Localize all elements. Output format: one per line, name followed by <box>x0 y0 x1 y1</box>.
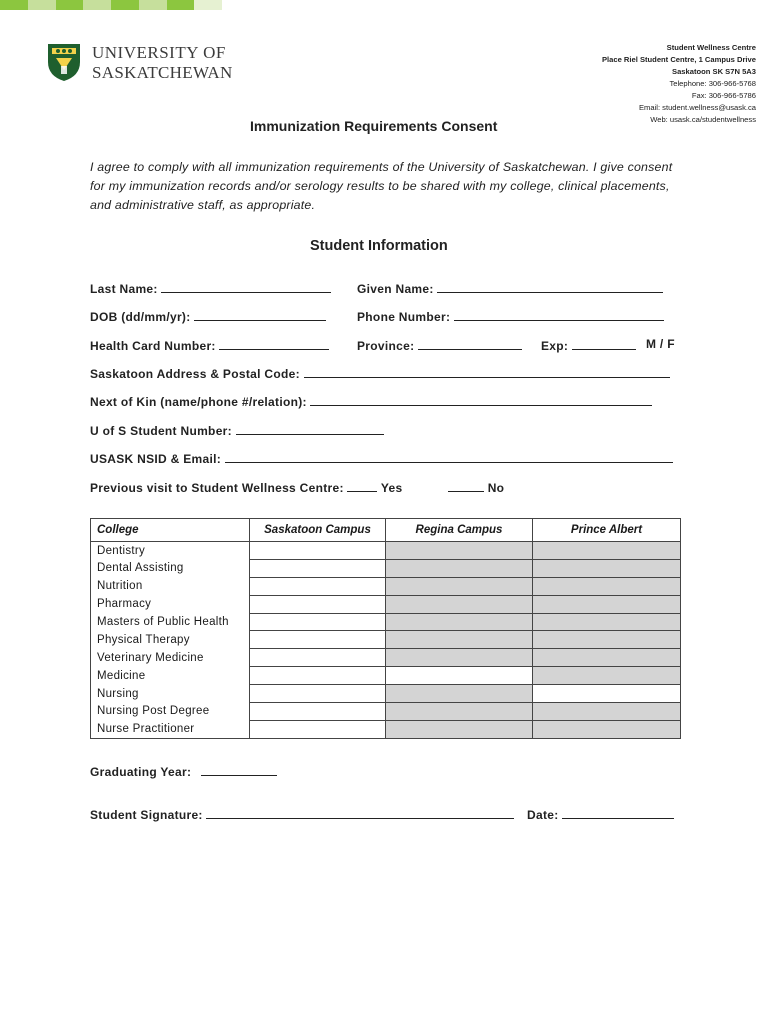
college-name: Nursing Post Degree <box>91 703 250 721</box>
given-name-line[interactable] <box>437 280 663 293</box>
regina-campus-cell <box>386 720 533 738</box>
no-option[interactable]: No <box>487 481 505 495</box>
centre-name: Student Wellness Centre <box>666 43 756 52</box>
stripe-segment <box>56 0 84 10</box>
street-address: Place Riel Student Centre, 1 Campus Drive <box>601 55 756 64</box>
table-row <box>91 667 681 685</box>
college-name: Dental Assisting <box>91 559 250 577</box>
telephone: Telephone: 306-966-5768 <box>669 79 756 88</box>
previous-visit-yes-line[interactable] <box>347 479 377 492</box>
regina-campus-cell <box>386 685 533 703</box>
stripe-segment <box>167 0 195 10</box>
graduating-year-label: Graduating Year: <box>90 765 192 779</box>
prince-albert-cell <box>533 559 681 577</box>
table-row <box>91 649 681 667</box>
table-row <box>91 542 681 560</box>
nsid-email-line[interactable] <box>225 450 673 463</box>
next-of-kin-line[interactable] <box>310 393 652 406</box>
college-name: Masters of Public Health <box>91 613 250 631</box>
table-row <box>91 577 681 595</box>
section-title: Student Information <box>310 238 448 254</box>
saskatoon-campus-cell[interactable] <box>250 595 386 613</box>
dob-line[interactable] <box>194 308 326 321</box>
address-field[interactable] <box>90 365 670 381</box>
previous-visit-label: Previous visit to Student Wellness Centre: <box>90 481 344 495</box>
regina-campus-cell <box>386 613 533 631</box>
health-card-label: Health Card Number: <box>90 339 216 353</box>
regina-campus-cell <box>386 542 533 560</box>
table-header: College <box>91 519 250 542</box>
table-row <box>91 720 681 738</box>
campus-table <box>90 518 681 739</box>
phone-label: Phone Number: <box>357 310 451 324</box>
sex-field[interactable]: M / F <box>646 337 675 351</box>
contact-address-block <box>602 42 756 126</box>
student-number-line[interactable] <box>236 422 384 435</box>
dob-label: DOB (dd/mm/yr): <box>90 310 191 324</box>
consent-paragraph: I agree to comply with all immunization requirements of the University of Saskatchewan. I give consent for my immunization records and/or serology results to be shared with my college, clinical placements, and administrative staff, as appropriate. <box>90 160 673 212</box>
prince-albert-cell <box>533 577 681 595</box>
nsid-email-field[interactable] <box>90 450 673 466</box>
prince-albert-cell <box>533 703 681 721</box>
website: Web: usask.ca/studentwellness <box>650 115 756 124</box>
logo-line-2: SASKATCHEWAN <box>92 62 233 82</box>
next-of-kin-label: Next of Kin (name/phone #/relation): <box>90 395 307 409</box>
stripe-segment <box>83 0 111 10</box>
prince-albert-cell <box>533 649 681 667</box>
student-signature-field[interactable] <box>90 806 514 822</box>
regina-campus-cell[interactable] <box>386 667 533 685</box>
saskatoon-campus-cell[interactable] <box>250 703 386 721</box>
given-name-field[interactable] <box>357 280 663 296</box>
saskatoon-campus-cell[interactable] <box>250 720 386 738</box>
fax: Fax: 306-966-5786 <box>691 91 756 100</box>
stripe-segment <box>28 0 56 10</box>
student-signature-label: Student Signature: <box>90 808 203 822</box>
date-field[interactable] <box>527 806 674 822</box>
student-number-label: U of S Student Number: <box>90 424 232 438</box>
previous-visit-no-line[interactable] <box>448 479 484 492</box>
graduating-year-line[interactable] <box>201 763 277 776</box>
date-line[interactable] <box>562 806 674 819</box>
previous-visit-field <box>90 479 504 495</box>
saskatoon-campus-cell[interactable] <box>250 542 386 560</box>
last-name-label: Last Name: <box>90 282 158 296</box>
exp-field[interactable] <box>541 337 636 353</box>
address-label: Saskatoon Address & Postal Code: <box>90 367 300 381</box>
phone-line[interactable] <box>454 308 664 321</box>
table-header: Prince Albert <box>533 519 681 542</box>
regina-campus-cell <box>386 649 533 667</box>
next-of-kin-field[interactable] <box>90 393 652 409</box>
date-label: Date: <box>527 808 559 822</box>
dob-field[interactable] <box>90 308 326 324</box>
table-row <box>91 613 681 631</box>
address-line[interactable] <box>304 365 670 378</box>
regina-campus-cell <box>386 559 533 577</box>
college-name: Nurse Practitioner <box>91 720 250 738</box>
stripe-segment <box>111 0 139 10</box>
table-row <box>91 685 681 703</box>
saskatoon-campus-cell[interactable] <box>250 559 386 577</box>
regina-campus-cell <box>386 631 533 649</box>
saskatoon-campus-cell[interactable] <box>250 667 386 685</box>
prince-albert-cell <box>533 542 681 560</box>
form-title: Immunization Requirements Consent <box>250 118 498 134</box>
nsid-email-label: USASK NSID & Email: <box>90 452 222 466</box>
college-name: Pharmacy <box>91 595 250 613</box>
prince-albert-cell[interactable] <box>533 685 681 703</box>
prince-albert-cell <box>533 667 681 685</box>
email: Email: student.wellness@usask.ca <box>638 103 756 112</box>
exp-line[interactable] <box>572 337 636 350</box>
saskatoon-campus-cell[interactable] <box>250 577 386 595</box>
table-row <box>91 631 681 649</box>
regina-campus-cell <box>386 703 533 721</box>
saskatoon-campus-cell[interactable] <box>250 649 386 667</box>
province-label: Province: <box>357 339 415 353</box>
given-name-label: Given Name: <box>357 282 434 296</box>
city-postal: Saskatoon SK S7N 5A3 <box>672 67 756 76</box>
college-name: Dentistry <box>91 542 250 560</box>
graduating-year-field[interactable] <box>90 763 277 779</box>
table-row <box>91 559 681 577</box>
prince-albert-cell <box>533 631 681 649</box>
regina-campus-cell <box>386 595 533 613</box>
header-color-stripe <box>0 0 222 10</box>
college-name: Physical Therapy <box>91 631 250 649</box>
student-signature-line[interactable] <box>206 806 514 819</box>
table-row <box>91 595 681 613</box>
college-name: Veterinary Medicine <box>91 649 250 667</box>
saskatoon-campus-cell[interactable] <box>250 685 386 703</box>
table-header: Saskatoon Campus <box>250 519 386 542</box>
saskatoon-campus-cell[interactable] <box>250 631 386 649</box>
prince-albert-cell <box>533 595 681 613</box>
table-row <box>91 703 681 721</box>
exp-label: Exp: <box>541 339 569 353</box>
college-name: Medicine <box>91 667 250 685</box>
saskatoon-campus-cell[interactable] <box>250 613 386 631</box>
province-line[interactable] <box>418 337 522 350</box>
province-field[interactable] <box>357 337 522 353</box>
stripe-segment <box>194 0 222 10</box>
regina-campus-cell <box>386 577 533 595</box>
table-header: Regina Campus <box>386 519 533 542</box>
last-name-line[interactable] <box>161 280 331 293</box>
yes-option[interactable]: Yes <box>380 481 403 495</box>
university-logo <box>46 42 233 82</box>
student-number-field[interactable] <box>90 422 384 438</box>
stripe-segment <box>139 0 167 10</box>
college-name: Nutrition <box>91 577 250 595</box>
stripe-segment <box>0 0 28 10</box>
phone-field[interactable] <box>357 308 664 324</box>
prince-albert-cell <box>533 613 681 631</box>
health-card-field[interactable] <box>90 337 329 353</box>
crest-icon <box>46 42 82 82</box>
health-card-line[interactable] <box>219 337 329 350</box>
prince-albert-cell <box>533 720 681 738</box>
college-name: Nursing <box>91 685 250 703</box>
logo-line-1: UNIVERSITY OF <box>92 42 226 62</box>
last-name-field[interactable] <box>90 280 331 296</box>
